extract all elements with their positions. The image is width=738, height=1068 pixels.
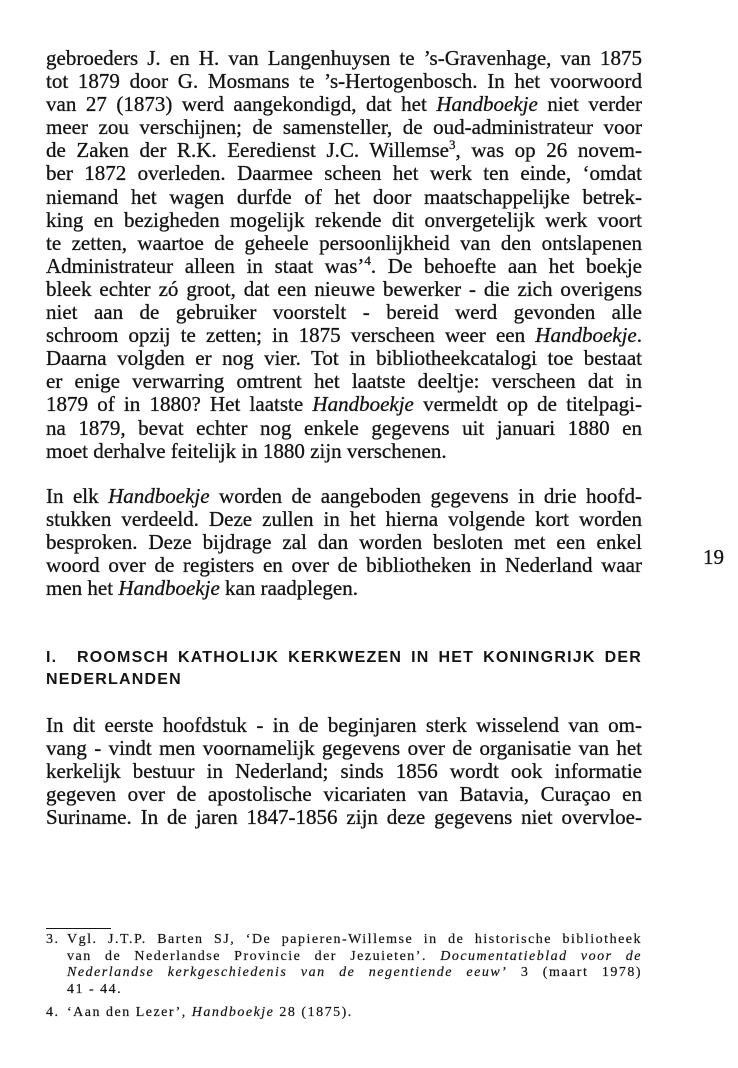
text-line [46, 93, 642, 116]
text-segment: . De behoefte aan het boekje [370, 253, 642, 278]
text-line [46, 393, 642, 416]
footnote-text [67, 932, 642, 998]
text-line: gebroeders J. en H. van Langenhuysen te ’s-Gravenhage, van 1875 [46, 46, 642, 70]
text-line: woord over de registers en over de bibliotheken in Nederland waar [46, 553, 642, 577]
text-segment: 1879 of in 1880? Het laatste [46, 392, 313, 417]
footnote-line: 41 - 44. [67, 981, 123, 997]
paragraph-3 [46, 714, 642, 829]
paragraph-2 [46, 485, 642, 600]
footnote-reference: 4 [364, 252, 371, 268]
text-segment: 3 (maart 1978) [507, 965, 642, 981]
text-line: vang - vindt men voornamelijk gegevens over de organisatie van het [46, 736, 642, 761]
footnote-line [67, 949, 642, 966]
footnote-number: 4. [46, 1005, 60, 1020]
footnote-line: Vgl. J.T.P. Barten SJ, ‘De papieren-Willemse in de historische bibliotheek [67, 932, 642, 947]
text-segment: de Zaken der R.K. Eeredienst J.C. Willemse [46, 138, 449, 163]
text-line [46, 139, 642, 162]
text-segment: In elk [46, 484, 109, 508]
text-segment: van de Nederlandse Provincie der Jezuieten’. [67, 948, 441, 964]
text-line: Daarna volgden er nog vier. Tot in bibliotheekcatalogi toe bestaat [46, 346, 642, 371]
text-line: niet aan de gebruiker voorstelt - bereid werd gevonden alle [46, 300, 642, 325]
text-line [46, 252, 642, 278]
italic-title: Handboekje [312, 392, 414, 417]
text-segment: kan raadplegen. [219, 576, 358, 600]
footnote-text [67, 1005, 642, 1022]
text-segment: Administrateur alleen in staat was’ [46, 253, 365, 278]
text-line: gegeven over de apostolische vicariaten van Batavia, Curaçao en [46, 782, 642, 807]
paragraph-1 [46, 47, 642, 463]
footnote-line [67, 1005, 642, 1022]
italic-title: Handboekje [191, 1005, 275, 1020]
text-line [46, 324, 642, 347]
italic-title: Handboekje [118, 576, 220, 600]
italic-title: Handboekje [535, 323, 637, 348]
text-line: tot 1879 door G. Mosmans te ’s-Hertogenbosch. In het voorwoord [46, 69, 642, 94]
italic-title: Documentatieblad voor de [440, 948, 643, 964]
footnote-4 [46, 1005, 642, 1022]
text-line: er enige verwarring omtrent het laatste deeltje: verscheen dat in [46, 369, 642, 394]
text-segment: vermeldt op de titelpagi- [413, 392, 642, 417]
text-line: besproken. Deze bijdrage zal dan worden besloten met een enkel [46, 530, 642, 554]
text-line: na 1879, bevat echter nog enkele gegevens uit januari 1880 en [46, 415, 642, 440]
footnote-line [67, 965, 642, 982]
text-line: king en bezigheden mogelijk rekende dit onvergetelijk werk voort [46, 207, 642, 232]
text-line [46, 577, 642, 600]
text-line: te zetten, waartoe de geheele persoonlijkheid van den ontslapenen [46, 230, 642, 255]
page-number: 19 [703, 545, 724, 569]
text-segment: 28 (1875). [274, 1005, 353, 1020]
text-line: meer zou verschijnen; de samensteller, de oud-administrateur voor [46, 115, 642, 140]
italic-title: Nederlandse kerkgeschiedenis van de negentiende eeuw’ [67, 965, 508, 981]
text-line: ber 1872 overleden. Daarmee scheen het werk ten einde, ‘omdat [46, 161, 642, 186]
text-line: bleek echter zó groot, dat een nieuwe bewerker - die zich overigens [46, 276, 642, 301]
section-number: I. [46, 649, 58, 666]
text-segment: van 27 (1873) werd aangekondigd, dat het [46, 92, 437, 117]
section-title-line: NEDERLANDEN [46, 671, 182, 688]
text-line [46, 485, 642, 508]
footnote-number: 3. [46, 932, 60, 947]
text-segment: schroom opzij te zetten; in 1875 verscheen weer een [46, 323, 536, 348]
text-line: moet derhalve feitelijk in 1880 zijn verschenen. [46, 438, 447, 463]
text-line: stukken verdeeld. Deze zullen in het hierna volgende kort worden [46, 507, 642, 531]
section-title-line: ROOMSCH KATHOLIJK KERKWEZEN IN HET KONINGRIJK DER [77, 649, 642, 666]
text-segment: ‘Aan den Lezer’, [67, 1005, 192, 1020]
footnote-3 [46, 932, 642, 998]
footnote-reference: 3 [449, 137, 456, 153]
text-line: Suriname. In de jaren 1847-1856 zijn deze gegevens niet overvloe- [46, 805, 642, 830]
text-segment: worden de aangeboden gegevens in drie hoofd- [209, 484, 643, 508]
section-heading [46, 647, 642, 691]
text-segment: , was op 26 novem- [455, 138, 642, 163]
text-line: In dit eerste hoofdstuk - in de beginjaren sterk wisselend van om- [46, 713, 642, 737]
italic-title: Handboekje [436, 92, 538, 117]
text-segment: men het [46, 576, 119, 600]
text-line: kerkelijk bestuur in Nederland; sinds 1856 wordt ook informatie [46, 759, 642, 784]
text-line: niemand het wagen durfde of het door maatschappelijke betrek- [46, 184, 642, 209]
footnote-separator [46, 928, 111, 929]
text-segment: niet verder [537, 92, 642, 117]
italic-title: Handboekje [108, 484, 210, 508]
text-segment: . [636, 323, 642, 348]
